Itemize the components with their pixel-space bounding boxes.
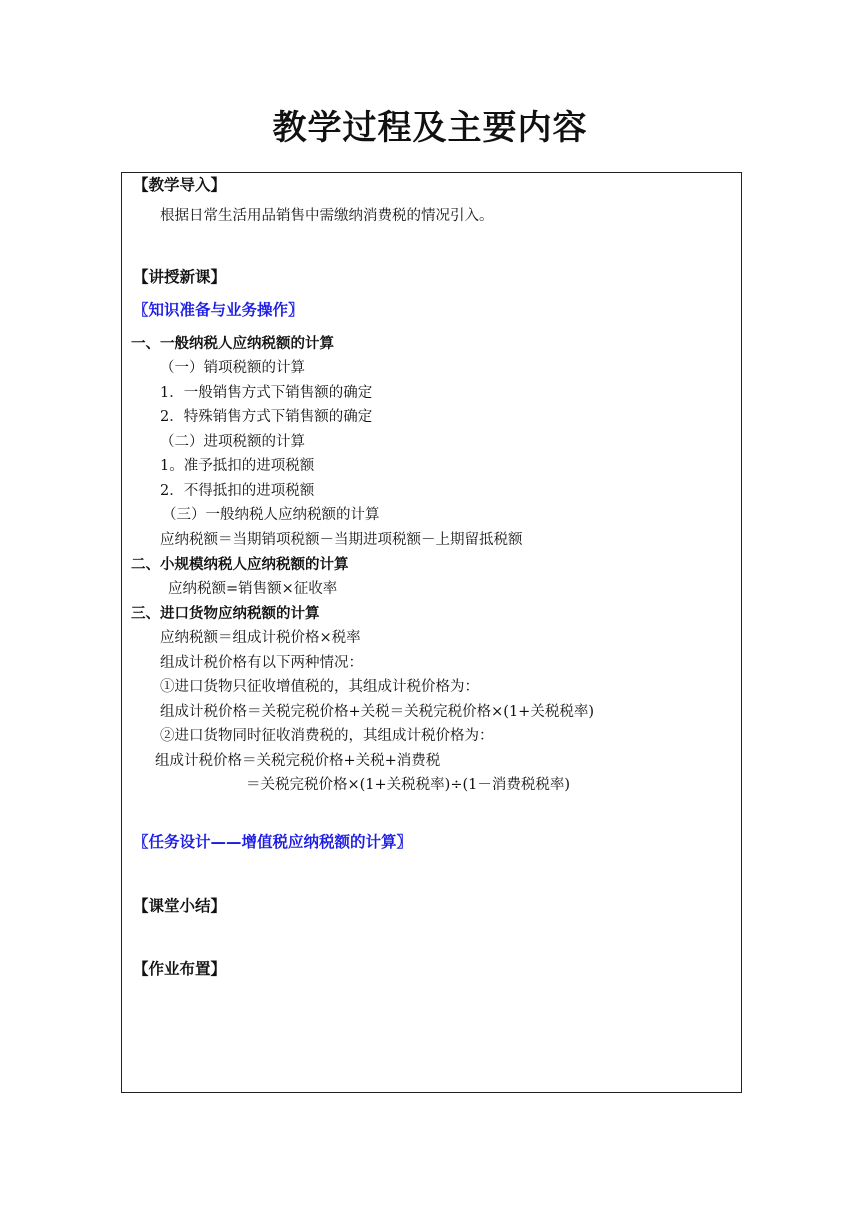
sub-3: （三）一般纳税人应纳税额的计算 [162, 507, 380, 523]
knowledge-header: 〖知识准备与业务操作〗 [133, 301, 304, 319]
case-1-formula: 组成计税价格＝关税完税价格+关税＝关税完税价格×(1+关税税率) [160, 704, 594, 720]
heading-2: 二、小规模纳税人应纳税额的计算 [131, 557, 349, 573]
case-2: ②进口货物同时征收消费税的，其组成计税价格为： [160, 728, 494, 744]
sub-1: （一）销项税额的计算 [160, 360, 305, 376]
formula-2: 应纳税额=销售额×征收率 [168, 581, 338, 597]
case-1: ①进口货物只征收增值税的，其组成计税价格为： [160, 679, 479, 695]
homework-header: 【作业布置】 [133, 960, 227, 978]
formula-3: 应纳税额＝组成计税价格×税率 [160, 630, 361, 646]
cases-intro: 组成计税价格有以下两种情况： [160, 655, 363, 671]
sub-2-1: 1。准予抵扣的进项税额 [160, 458, 315, 474]
summary-header: 【课堂小结】 [133, 897, 227, 915]
heading-3: 三、进口货物应纳税额的计算 [131, 606, 320, 622]
sub-1-1: 1．一般销售方式下销售额的确定 [160, 385, 373, 401]
sub-1-2: 2．特殊销售方式下销售额的确定 [160, 409, 373, 425]
task-header: 〖任务设计——增值税应纳税额的计算〗 [133, 833, 413, 851]
lecture-header: 【讲授新课】 [133, 268, 227, 286]
intro-header: 【教学导入】 [133, 176, 227, 194]
case-2-formula-2: ＝关税完税价格×(1+关税税率)÷(1－消费税税率) [246, 777, 571, 793]
case-2-formula-1: 组成计税价格＝关税完税价格+关税+消费税 [155, 753, 441, 769]
heading-1: 一、一般纳税人应纳税额的计算 [131, 336, 334, 352]
sub-2: （二）进项税额的计算 [160, 434, 305, 450]
sub-2-2: 2．不得抵扣的进项税额 [160, 483, 315, 499]
formula-1: 应纳税额＝当期销项税额－当期进项税额－上期留抵税额 [160, 532, 523, 548]
page-title: 教学过程及主要内容 [272, 108, 588, 148]
intro-text: 根据日常生活用品销售中需缴纳消费税的情况引入。 [160, 208, 494, 224]
